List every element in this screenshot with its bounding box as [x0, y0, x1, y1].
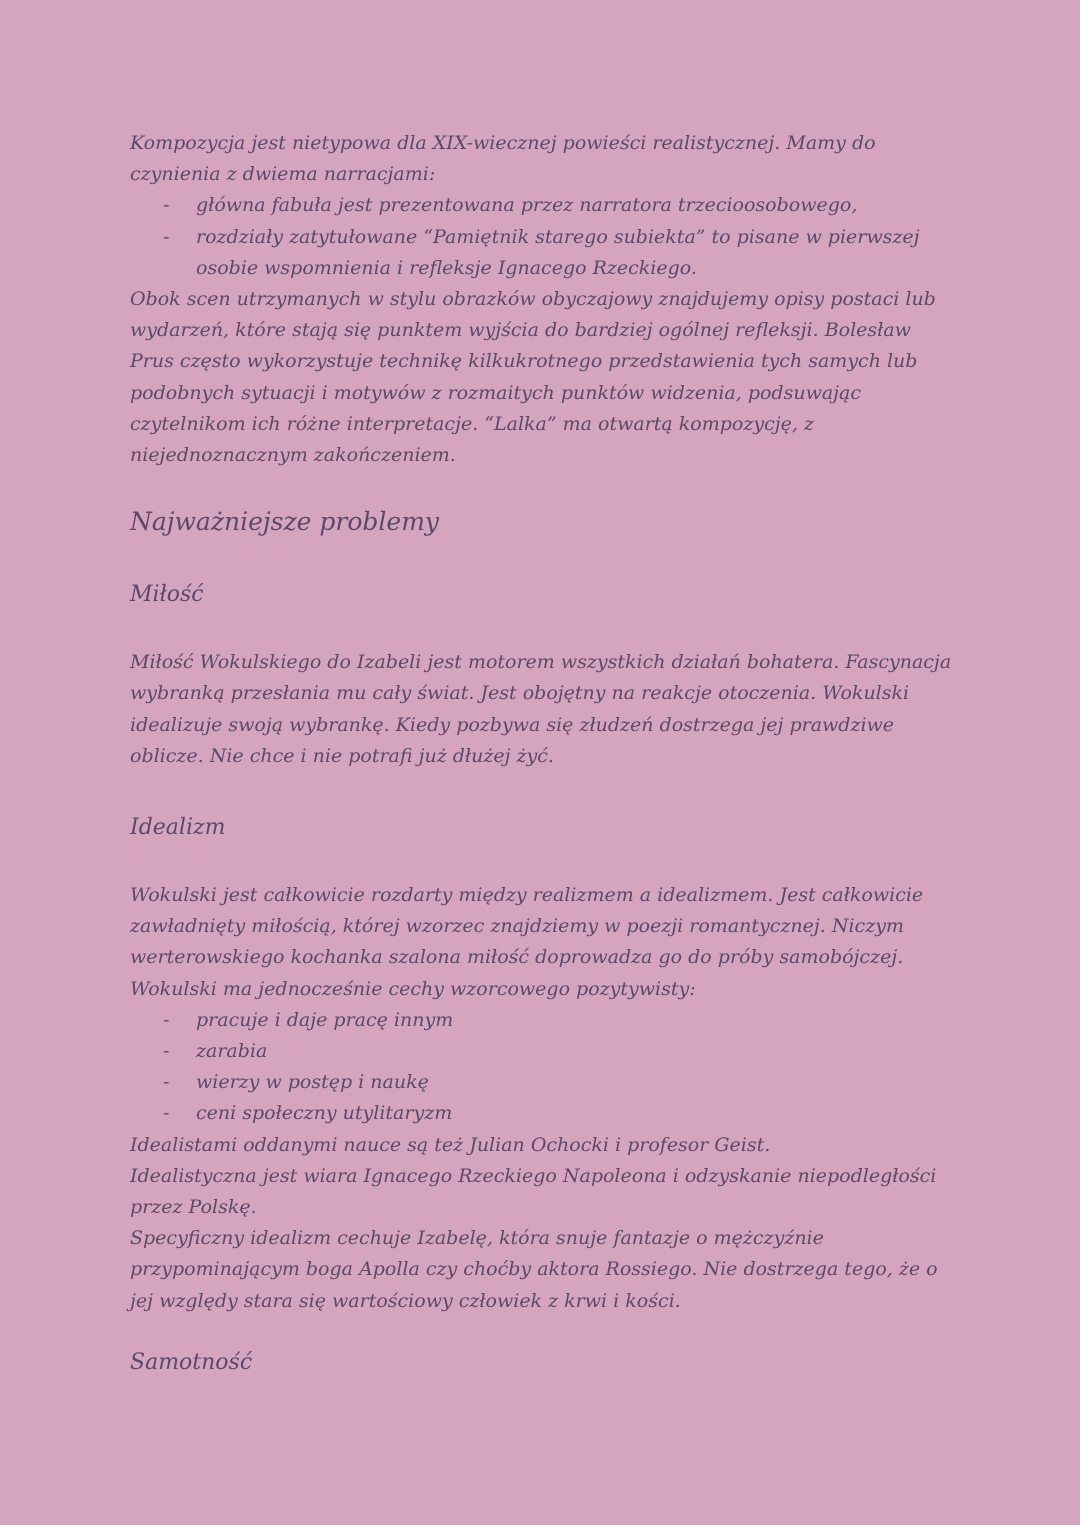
heading-idealizm: Idealizm: [130, 815, 226, 841]
idealizm-paragraph: Wokulski jest całkowicie rozdarty między realizmem a idealizmem. Jest całkowicie zawładnięty miłością, której wzorzec znajdziemy w poezji romantycznej. Niczym werterowskiego kochanka szalona miłość doprowadza go do próby samobójczej. Wokulski ma jednocześnie cechy wzorcowego pozytywisty:: [130, 884, 924, 1000]
milosc-paragraph: Miłość Wokulskiego do Izabeli jest motorem wszystkich działań bohatera. Fascynacja wybranką przesłania mu cały świat. Jest obojętny na reakcje otoczenia. Wokulski idealizuje swoją wybrankę. Kiedy pozbywa się złudzeń dostrzega jej prawdziwe oblicze. Nie chce i nie potrafi już dłużej żyć.: [130, 651, 952, 767]
list-item: - główna fabuła jest prezentowana przez narratora trzecioosobowego,: [130, 190, 960, 221]
bullet-dash: -: [163, 1071, 170, 1094]
izabela-line: Specyficzny idealizm cechuje Izabelę, która snuje fantazje o mężczyźnie przypominającym boga Apolla czy choćby aktora Rossiego. Nie dostrzega tego, że o jej względy stara się wartościowy człowiek z krwi i kości.: [130, 1227, 938, 1312]
list-item: - ceni społeczny utylitaryzm: [130, 1098, 960, 1129]
narration-list: [130, 190, 960, 284]
list-item: - rozdziały zatytułowane “Pamiętnik starego subiekta” to pisane w pierwszej osobie wspomnienia i refleksje Ignacego Rzeckiego.: [130, 222, 960, 284]
section-title: Najważniejsze problemy: [130, 507, 440, 537]
intro-paragraph: Kompozycja jest nietypowa dla XIX-wiecznej powieści realistycznej. Mamy do czynienia z dwiema narracjami:: [130, 132, 876, 186]
heading-milosc: Miłość: [130, 582, 204, 608]
bullet-dash: -: [163, 225, 170, 248]
composition-paragraph: Obok scen utrzymanych w stylu obrazków obyczajowy znajdujemy opisy postaci lub wydarzeń, które stają się punktem wyjścia do bardziej ogólnej refleksji. Bolesław Prus często wykorzystuje technikę kilkukrotnego przedstawienia tych samych lub podobnych sytuacji i motywów z rozmaitych punktów widzenia, podsuwając czytelnikom ich różne interpretacje. “Lalka” ma otwartą kompozycję, z niejednoznacznym zakończeniem.: [130, 288, 936, 467]
heading-samotnosc: Samotność: [130, 1349, 253, 1375]
list-item: - pracuje i daje pracę innym: [130, 1005, 960, 1036]
list-item: - wierzy w postęp i naukę: [130, 1067, 960, 1098]
idealists-line: Idealistami oddanymi nauce są też Julian Ochocki i profesor Geist.: [130, 1133, 771, 1156]
document-page: [130, 128, 960, 1378]
positivist-traits-list: [130, 1005, 960, 1130]
bullet-dash: -: [163, 1040, 170, 1063]
rzecki-line: Idealistyczna jest wiara Ignacego Rzeckiego Napoleona i odzyskanie niepodległości przez Polskę.: [130, 1164, 937, 1219]
bullet-dash: -: [163, 194, 170, 217]
bullet-dash: -: [163, 1008, 170, 1031]
bullet-dash: -: [163, 1102, 170, 1125]
list-item: - zarabia: [130, 1036, 960, 1067]
